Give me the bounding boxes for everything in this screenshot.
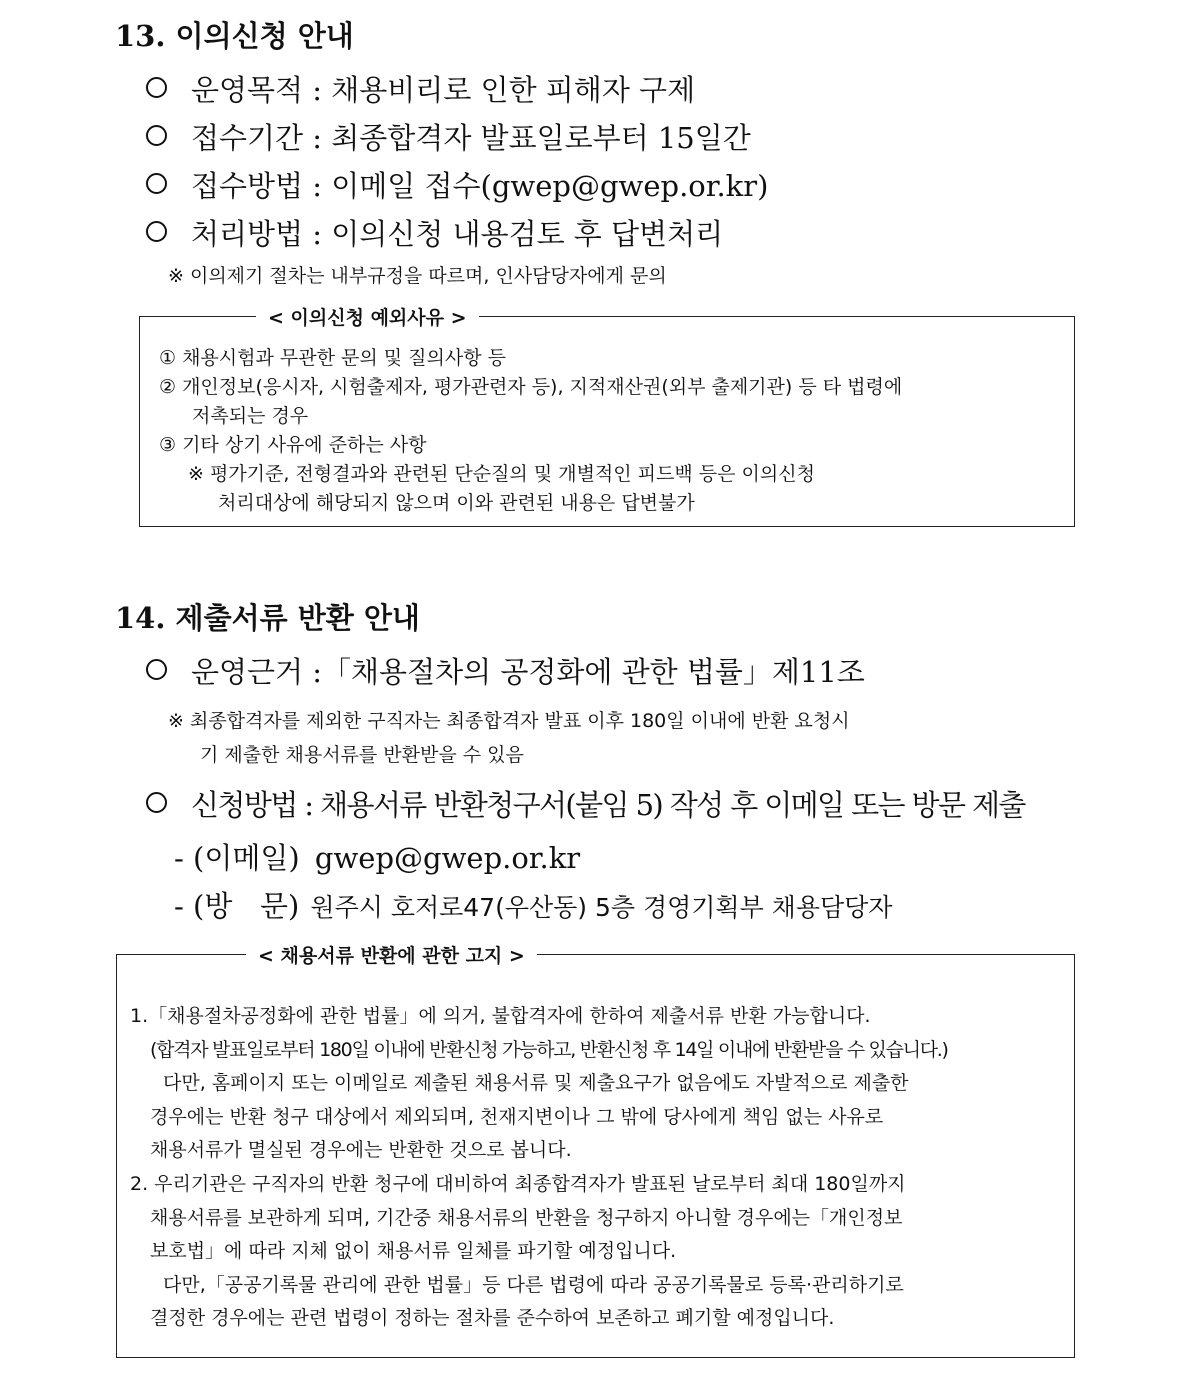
circle-bullet-icon: [146, 173, 167, 194]
section-14-note-line1: ※ 최종합격자를 제외한 구직자는 최종합격자 발표 이후 180일 이내에 반환 요청시: [168, 710, 850, 732]
section-14-title: 14. 제출서류 반환 안내: [115, 601, 420, 635]
bullet-method: 접수방법 : 이메일 접수(gwep@gwep.or.kr): [146, 164, 768, 205]
notice-line: 채용서류를 보관하게 되며, 기간중 채용서류의 반환을 청구하지 아니할 경우에는「개인정보: [150, 1207, 903, 1229]
exception-line: 저촉되는 경우: [192, 405, 309, 427]
exception-line: ① 채용시험과 무관한 문의 및 질의사항 등: [159, 347, 506, 369]
visit-address: 원주시 호저로47(우산동) 5층 경영기획부 채용담당자: [310, 893, 893, 922]
notice-line: 채용서류가 멸실된 경우에는 반환한 것으로 봅니다.: [150, 1139, 572, 1161]
exception-line: 처리대상에 해당되지 않으며 이와 관련된 내용은 답변불가: [218, 492, 695, 514]
exception-line: ※ 평가기준, 전형결과와 관련된 단순질의 및 개별적인 피드백 등은 이의신청: [188, 463, 815, 485]
notice-line: 결정한 경우에는 관련 법령이 정하는 절차를 준수하여 보존하고 폐기할 예정입니다.: [150, 1307, 835, 1329]
notice-line: 2. 우리기관은 구직자의 반환 청구에 대비하여 최종합격자가 발표된 날로부터 최대 180일까지: [130, 1173, 906, 1195]
circle-bullet-icon: [146, 125, 167, 146]
exception-line: ② 개인정보(응시자, 시험출제자, 평가관련자 등), 지적재산권(외부 출제기관) 등 타 법령에: [159, 376, 903, 398]
exception-box-title: < 이의신청 예외사유 >: [256, 303, 479, 330]
notice-line: 1.「채용절차공정화에 관한 법률」에 의거, 불합격자에 한하여 제출서류 반환 가능합니다.: [130, 1005, 871, 1027]
notice-line: 다만,「공공기록물 관리에 관한 법률」등 다른 법령에 따라 공공기록물로 등록·관리하기로: [163, 1274, 904, 1296]
visit-line: - (방 문) 원주시 호저로47(우산동) 5층 경영기획부 채용담당자: [174, 889, 893, 923]
circle-bullet-icon: [146, 792, 167, 813]
circle-bullet-icon: [146, 221, 167, 242]
return-notice-box-title: < 채용서류 반환에 관한 고지 >: [246, 941, 537, 968]
email-line: - (이메일) gwep@gwep.or.kr: [174, 841, 581, 875]
notice-line: 경우에는 반환 청구 대상에서 제외되며, 천재지변이나 그 밖에 당사에게 책임 없는 사유로: [150, 1106, 884, 1128]
bullet-legal-basis: 운영근거 :「채용절차의 공정화에 관한 법률」제11조: [146, 650, 865, 691]
bullet-purpose: 운영목적 : 채용비리로 인한 피해자 구제: [146, 68, 695, 109]
section-14-note-line2: 기 제출한 채용서류를 반환받을 수 있음: [200, 744, 524, 766]
exception-line: ③ 기타 상기 사유에 준하는 사항: [159, 434, 427, 456]
circle-bullet-icon: [146, 659, 167, 680]
section-13-title: 13. 이의신청 안내: [115, 19, 354, 53]
notice-line: (합격자 발표일로부터 180일 이내에 반환신청 가능하고, 반환신청 후 14일 이내에 반환받을 수 있습니다.): [150, 1039, 948, 1061]
email-address: gwep@gwep.or.kr: [314, 841, 581, 875]
notice-line: 다만, 홈페이지 또는 이메일로 제출된 채용서류 및 제출요구가 없음에도 자발적으로 제출한: [163, 1072, 909, 1094]
bullet-period: 접수기간 : 최종합격자 발표일로부터 15일간: [146, 116, 751, 157]
section-13-note: ※ 이의제기 절차는 내부규정을 따르며, 인사담당자에게 문의: [168, 265, 667, 287]
notice-line: 보호법」에 따라 지체 없이 채용서류 일체를 파기할 예정입니다.: [150, 1240, 677, 1262]
bullet-application-method: 신청방법 : 채용서류 반환청구서(붙임 5) 작성 후 이메일 또는 방문 제출: [146, 783, 1025, 824]
circle-bullet-icon: [146, 77, 167, 98]
bullet-processing: 처리방법 : 이의신청 내용검토 후 답변처리: [146, 212, 723, 253]
